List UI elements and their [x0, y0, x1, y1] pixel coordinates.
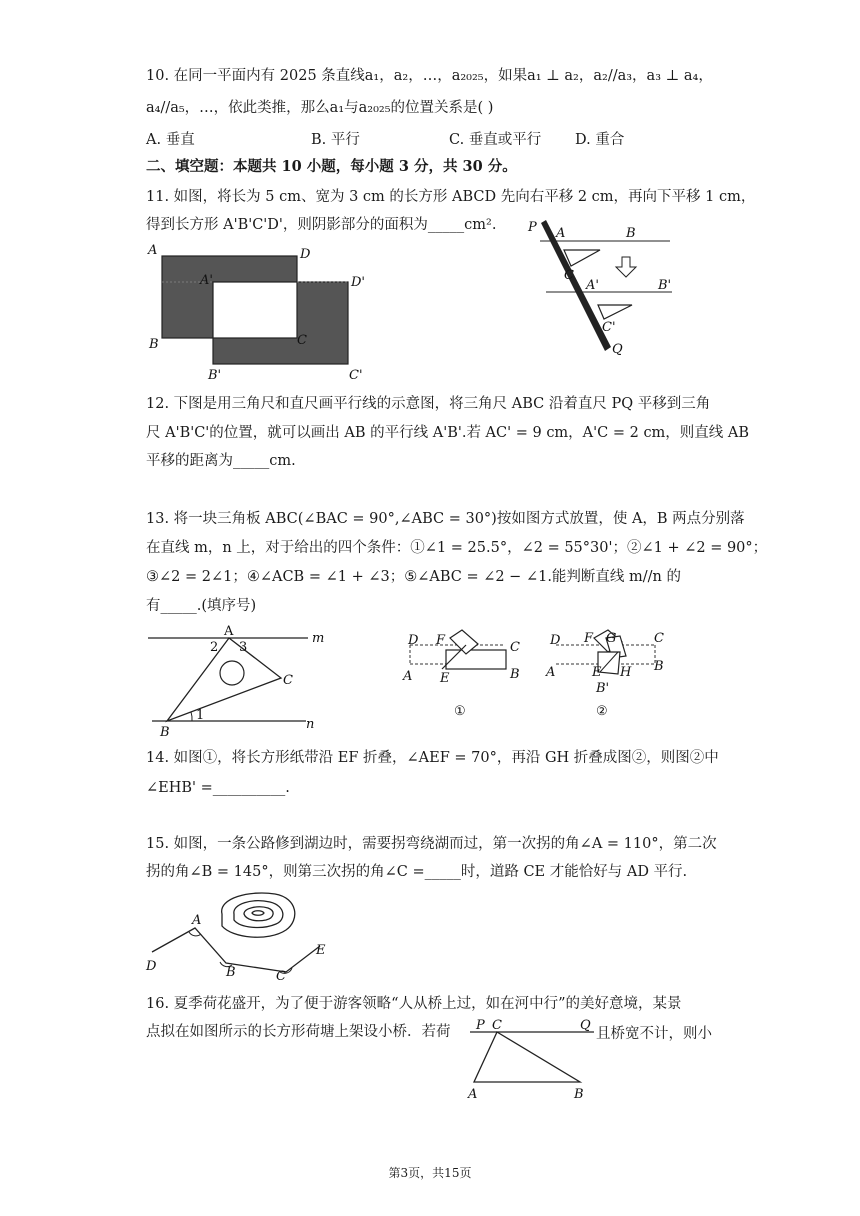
q13-label-a: A [224, 624, 234, 639]
q15-figure [140, 888, 340, 988]
q13-label-m: m [312, 631, 325, 646]
q12-label-b-prime: B' [658, 278, 672, 293]
q15-label-b: B [226, 965, 236, 980]
q12-label-q: Q [612, 342, 623, 357]
q15-line2: 拐的角∠B = 145°，则第三次拐的角∠C =_____时，道路 CE 才能恰好与 AD 平行. [146, 864, 688, 880]
q13-line1: 13. 将一块三角板 ABC(∠BAC = 90°,∠ABC = 30°)按如图方式放置，使 A，B 两点分别落 [146, 511, 745, 527]
q16-label-a: A [468, 1087, 478, 1102]
q12-line1: 12. 下图是用三角尺和直尺画平行线的示意图，将三角尺 ABC 沿着直尺 PQ 平移到三角 [146, 396, 711, 412]
q12-label-p: P [528, 220, 537, 235]
q11-label-d-prime: D' [351, 275, 365, 290]
q13-label-n: n [306, 717, 315, 732]
q14-line1: 14. 如图①，将长方形纸带沿 EF 折叠，∠AEF = 70°，再沿 GH 折叠成图②，则图②中 [146, 750, 719, 766]
q16-line1: 16. 夏季荷花盛开，为了便于游客领略“人从桥上过，如在河中行”的美好意境，某景 [146, 996, 682, 1012]
section2-heading: 二、填空题：本题共 10 小题，每小题 3 分，共 30 分。 [146, 158, 517, 175]
q15-label-a: A [192, 913, 202, 928]
q11-line2: 得到长方形 A'B'C'D'，则阴影部分的面积为_____cm². [146, 217, 497, 233]
q14-fig2-label-circled-2: ② [596, 704, 608, 719]
q10-option-b: B. 平行 [311, 132, 360, 148]
q14-fig1-label-c: C [510, 640, 520, 655]
q12-figure [520, 215, 690, 360]
q14-fig1-label-f: F [436, 633, 446, 648]
q14-figure-2 [540, 628, 680, 720]
q13-label-2: 2 [210, 640, 219, 655]
q14-fig2-label-b-prime: B' [596, 681, 610, 696]
q14-fig1-label-d: D [408, 633, 419, 648]
q15-label-e: E [316, 943, 326, 958]
q14-fig2-label-f: F [584, 631, 594, 646]
q10-line2: a₄//a₅，…，依此类推，那么a₁与a₂₀₂₅的位置关系是( ) [146, 100, 494, 116]
q16-label-q: Q [580, 1018, 591, 1033]
q14-fig1-label-a: A [403, 669, 413, 684]
q16-figure [462, 1012, 594, 1104]
q13-figure [140, 622, 340, 740]
q12-line2: 尺 A'B'C'的位置，就可以画出 AB 的平行线 A'B'.若 AC' = 9 cm，A'C = 2 cm，则直线 AB [146, 425, 750, 441]
q13-line4: 有_____.(填序号) [146, 598, 257, 614]
q12-label-b: B [626, 226, 636, 241]
q12-label-a-prime: A' [586, 278, 599, 293]
q14-fig2-label-e: E [592, 665, 602, 680]
q14-figure-1 [400, 628, 530, 720]
q14-fig2-label-b: B [654, 659, 664, 674]
q10-option-d: D. 重合 [575, 132, 625, 148]
q11-label-d: D [300, 247, 311, 262]
q11-label-c-prime: C' [349, 368, 363, 383]
q14-fig1-label-circled-1: ① [454, 704, 466, 719]
q16-label-c: C [492, 1018, 502, 1033]
q12-label-a: A [556, 226, 566, 241]
q11-figure [140, 240, 380, 385]
q12-label-c-prime: C' [602, 320, 616, 335]
q13-line2: 在直线 m，n 上，对于给出的四个条件：①∠1 = 25.5°，∠2 = 55°30'；②∠1 + ∠2 = 90°； [146, 540, 768, 556]
q10-option-a: A. 垂直 [146, 132, 195, 148]
q13-label-c: C [283, 673, 293, 688]
q15-line1: 15. 如图，一条公路修到湖边时，需要拐弯绕湖而过，第一次拐的角∠A = 110°，第二次 [146, 836, 717, 852]
q13-label-3: 3 [239, 640, 248, 655]
q10-option-c: C. 垂直或平行 [449, 132, 542, 148]
q15-label-c: C [276, 969, 286, 984]
q11-line1: 11. 如图，将长为 5 cm、宽为 3 cm 的长方形 ABCD 先向右平移 2 cm，再向下平移 1 cm， [146, 189, 756, 205]
q15-label-d: D [146, 959, 157, 974]
q10-line1: 10. 在同一平面内有 2025 条直线a₁，a₂，…，a₂₀₂₅，如果a₁ ⊥ a₂，a₂//a₃，a₃ ⊥ a₄， [146, 68, 713, 84]
q16-label-b: B [574, 1087, 584, 1102]
q11-label-a: A [148, 243, 158, 258]
q13-label-b: B [160, 725, 170, 740]
q12-line3: 平移的距离为_____cm. [146, 453, 296, 469]
page-footer: 第3页，共15页 [388, 1166, 472, 1180]
q14-fig2-label-a: A [546, 665, 556, 680]
q13-label-1: 1 [196, 708, 205, 723]
q12-label-c: C [564, 268, 574, 283]
q11-label-b: B [149, 337, 159, 352]
q14-fig1-label-b: B [510, 667, 520, 682]
q14-fig2-label-h: H [620, 665, 632, 680]
q11-label-a-prime: A' [200, 273, 213, 288]
q16-line2a: 点拟在如图所示的长方形荷塘上架设小桥．若荷 [146, 1024, 451, 1040]
q14-fig2-label-g: G [606, 631, 617, 646]
q14-fig1-label-e: E [440, 671, 450, 686]
q11-label-b-prime: B' [208, 368, 222, 383]
q14-fig2-label-c: C [654, 631, 664, 646]
q13-line3: ③∠2 = 2∠1；④∠ACB = ∠1 + ∠3；⑤∠ABC = ∠2 − ∠1.能判断直线 m//n 的 [146, 569, 682, 585]
q16-line2b: 且桥宽不计，则小 [596, 1026, 712, 1042]
q16-label-p: P [476, 1018, 485, 1033]
q11-label-c: C [297, 333, 307, 348]
q14-line2: ∠EHB' =__________. [146, 780, 290, 796]
q14-fig2-label-d: D [550, 633, 561, 648]
